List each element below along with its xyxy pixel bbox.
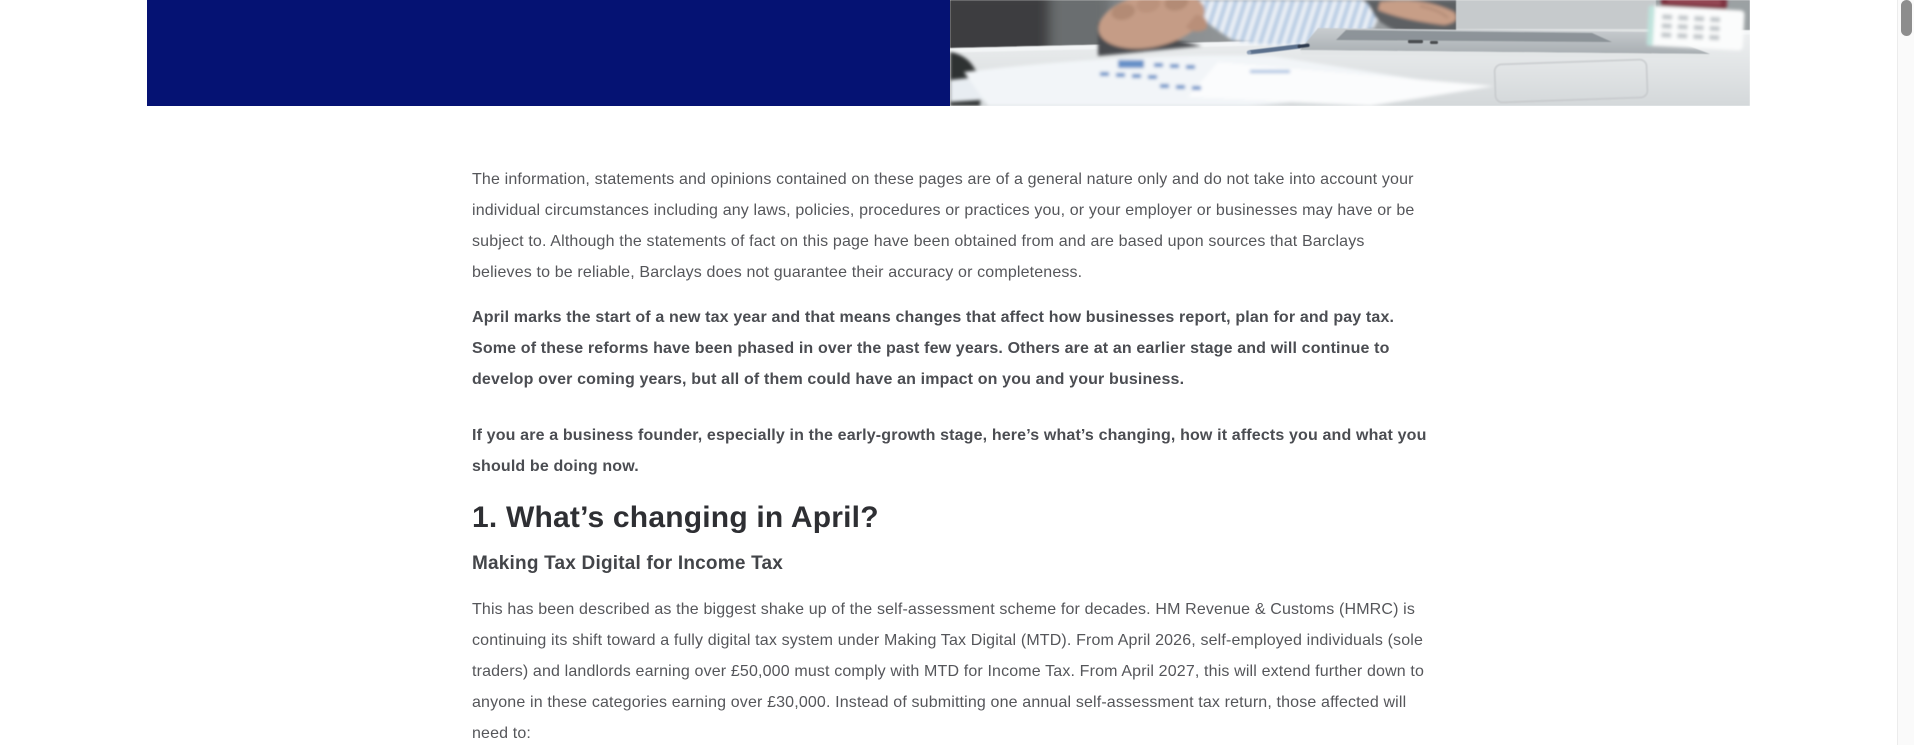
scrollbar-track[interactable] [1897, 0, 1914, 745]
mtd-paragraph: This has been described as the biggest shake up of the self-assessment scheme for decades. HM Revenue & Customs (HMRC) is continuing its shift toward a fully digital tax system under Making Tax Digital (MTD). From April 2026, self-employed individuals (sole traders) and landlords earning over £50,000 must comply with MTD for Income Tax. From April 2027, this will extend further down to anyone in these categories earning over £30,000. Instead of submitting one annual self-assessment tax return, those affected will need to: [472, 601, 1425, 742]
intro-paragraph-1: April marks the start of a new tax year and that means changes that affect how businesses report, plan for and pay tax. Some of these reforms have been phased in over the past few years. Others are at an earlier stage and will continue to develop over coming years, but all of them could have an impact on you and your business. [472, 309, 1395, 388]
intro-paragraph-2: If you are a business founder, especially in the early-growth stage, here’s what’s changing, how it affects you and what you should be doing now. [472, 427, 1427, 475]
subsection-heading: Making Tax Digital for Income Tax [472, 553, 784, 574]
article-body [472, 164, 1427, 745]
disclaimer-paragraph: The information, statements and opinions contained on these pages are of a general nature only and do not take into account your individual circumstances including any laws, policies, procedures or practices you, or your employer or businesses may have or be subject to. Although the statements of fact on this page have been obtained from and are based upon sources that Barclays believes to be reliable, Barclays does not guarantee their accuracy or completeness. [472, 171, 1415, 281]
section-heading: 1. What’s changing in April? [472, 501, 879, 534]
hero-photo [950, 0, 1750, 106]
hero-blue-panel [147, 0, 950, 106]
office-photo-illustration [950, 0, 1750, 106]
hero-banner [147, 0, 1750, 106]
scrollbar-thumb[interactable] [1901, 0, 1912, 36]
